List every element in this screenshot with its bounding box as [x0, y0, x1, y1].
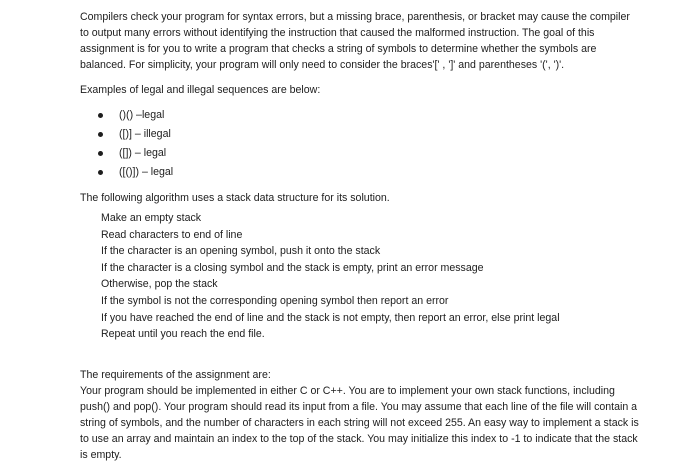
bullet-icon: [98, 113, 103, 118]
bullet-icon: [98, 132, 103, 137]
list-item: [80, 144, 640, 163]
bullet-icon: [98, 151, 103, 156]
algorithm-intro: The following algorithm uses a stack data structure for its solution.: [80, 192, 390, 204]
algorithm-step: If you have reached the end of line and the stack is not empty, then report an error, else print legal: [101, 311, 560, 324]
algorithm-step: Make an empty stack: [101, 212, 202, 224]
algorithm-steps: [80, 210, 640, 343]
requirements-heading: The requirements of the assignment are:: [80, 368, 271, 381]
bullet-icon: [98, 170, 103, 175]
example-text: ([)] – illegal: [119, 128, 171, 140]
example-text: ()() –legal: [119, 109, 165, 121]
algorithm-step: Repeat until you reach the end file.: [101, 328, 265, 341]
list-item: [80, 125, 640, 144]
example-text: ([()]) – legal: [119, 166, 174, 178]
example-text: ([]) – legal: [119, 147, 167, 159]
algorithm-step: Otherwise, pop the stack: [101, 278, 218, 291]
algorithm-step: If the character is an opening symbol, push it onto the stack: [101, 245, 381, 258]
algorithm-step: If the character is a closing symbol and the stack is empty, print an error message: [101, 261, 484, 274]
intro-paragraph: Compilers check your program for syntax errors, but a missing brace, parenthesis, or bracket may cause the compiler to output many errors without identifying the instruction that caused the malformed instruction. The goal of this assignment is for you to write a program that checks a string of symbols to determine whether the symbols are balanced. For simplicity, your program will only need to consider the braces'[' , ']' and parentheses '(', ')'.: [80, 11, 630, 71]
requirements-paragraph: Your program should be implemented in either C or C++. You are to implement your own stack functions, including push() and pop(). Your program should read its input from a file. You may assume that each line of the file will contain a string of symbols, and the number of characters in each string will not exceed 255. An easy way to implement a stack is to use an array and maintain an index to the top of the stack. You may initialize this index to -1 to indicate that the stack is empty.: [80, 384, 639, 461]
examples-list: [80, 106, 640, 182]
list-item: [80, 106, 640, 125]
assignment-document: [80, 9, 640, 463]
algorithm-step: If the symbol is not the corresponding opening symbol then report an error: [101, 294, 449, 307]
algorithm-step: Read characters to end of line: [101, 228, 243, 241]
list-item: [80, 163, 640, 182]
examples-heading: Examples of legal and illegal sequences are below:: [80, 84, 321, 96]
